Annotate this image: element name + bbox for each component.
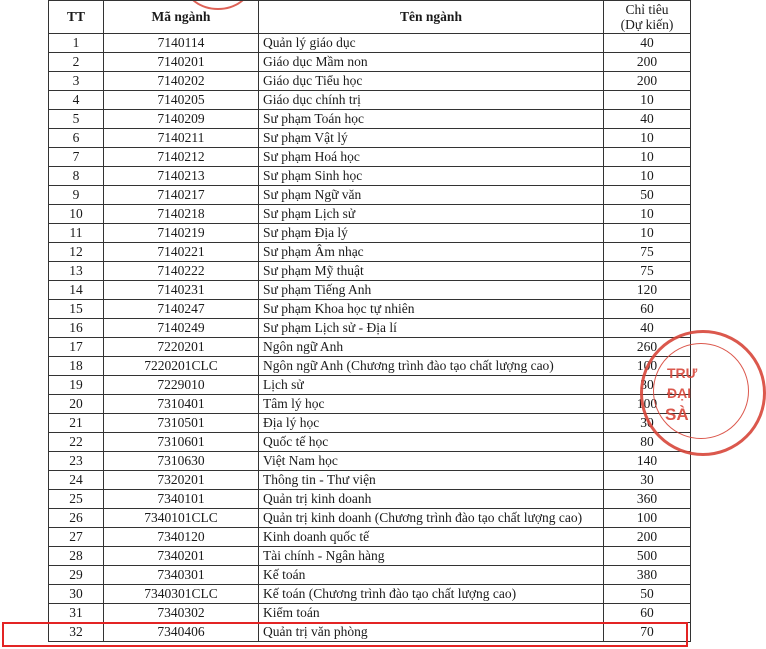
table-row: [49, 490, 691, 509]
cell-code: 7340302: [104, 604, 259, 623]
cell-code: 7320201: [104, 471, 259, 490]
cell-name: Ngôn ngữ Anh: [259, 338, 604, 357]
cell-code: 7140247: [104, 300, 259, 319]
cell-quota: 60: [604, 300, 691, 319]
cell-name: Kiểm toán: [259, 604, 604, 623]
cell-quota: 50: [604, 585, 691, 604]
cell-name: Địa lý học: [259, 414, 604, 433]
header-code: Mã ngành: [104, 1, 259, 34]
cell-quota: 70: [604, 623, 691, 642]
cell-tt: 6: [49, 129, 104, 148]
table-row: [49, 433, 691, 452]
cell-name: Sư phạm Sinh học: [259, 167, 604, 186]
cell-code: 7340201: [104, 547, 259, 566]
stamp-text-line3: SÀ: [665, 405, 689, 424]
cell-code: 7140231: [104, 281, 259, 300]
cell-quota: 60: [604, 604, 691, 623]
cell-quota: 360: [604, 490, 691, 509]
cell-tt: 31: [49, 604, 104, 623]
cell-name: Lịch sử: [259, 376, 604, 395]
cell-tt: 26: [49, 509, 104, 528]
cell-tt: 20: [49, 395, 104, 414]
cell-name: Sư phạm Địa lý: [259, 224, 604, 243]
cell-tt: 23: [49, 452, 104, 471]
cell-tt: 17: [49, 338, 104, 357]
cell-code: 7140218: [104, 205, 259, 224]
cell-name: Sư phạm Khoa học tự nhiên: [259, 300, 604, 319]
cell-name: Tài chính - Ngân hàng: [259, 547, 604, 566]
header-row: [49, 1, 691, 34]
cell-tt: 29: [49, 566, 104, 585]
table-row: [49, 205, 691, 224]
table-row: [49, 471, 691, 490]
cell-code: 7229010: [104, 376, 259, 395]
cell-name: Quốc tế học: [259, 433, 604, 452]
cell-tt: 9: [49, 186, 104, 205]
cell-quota: 30: [604, 376, 691, 395]
cell-tt: 13: [49, 262, 104, 281]
cell-quota: 200: [604, 72, 691, 91]
cell-name: Ngôn ngữ Anh (Chương trình đào tạo chất lượng cao): [259, 357, 604, 376]
table-row: [49, 224, 691, 243]
red-stamp-right: [640, 330, 766, 456]
cell-code: 7140212: [104, 148, 259, 167]
cell-code: 7140221: [104, 243, 259, 262]
table-row: [49, 243, 691, 262]
table-row: [49, 623, 691, 642]
cell-tt: 25: [49, 490, 104, 509]
cell-code: 7140211: [104, 129, 259, 148]
cell-quota: 380: [604, 566, 691, 585]
table-row: [49, 528, 691, 547]
cell-name: Tâm lý học: [259, 395, 604, 414]
table-row: [49, 110, 691, 129]
cell-tt: 24: [49, 471, 104, 490]
cell-tt: 16: [49, 319, 104, 338]
cell-quota: 200: [604, 53, 691, 72]
cell-name: Thông tin - Thư viện: [259, 471, 604, 490]
cell-tt: 11: [49, 224, 104, 243]
table-header: [49, 1, 691, 34]
table-row: [49, 129, 691, 148]
table-body: [49, 34, 691, 642]
table-row: [49, 509, 691, 528]
cell-code: 7140114: [104, 34, 259, 53]
cell-quota: 200: [604, 528, 691, 547]
cell-code: 7340120: [104, 528, 259, 547]
cell-quota: 10: [604, 91, 691, 110]
cell-code: 7140213: [104, 167, 259, 186]
cell-name: Giáo dục Tiểu học: [259, 72, 604, 91]
cell-code: 7140201: [104, 53, 259, 72]
table-row: [49, 72, 691, 91]
cell-tt: 7: [49, 148, 104, 167]
cell-tt: 5: [49, 110, 104, 129]
table-row: [49, 300, 691, 319]
cell-quota: 10: [604, 167, 691, 186]
cell-code: 7220201CLC: [104, 357, 259, 376]
cell-code: 7340406: [104, 623, 259, 642]
header-quota: [604, 1, 691, 34]
cell-tt: 4: [49, 91, 104, 110]
cell-name: Sư phạm Toán học: [259, 110, 604, 129]
cell-tt: 30: [49, 585, 104, 604]
cell-code: 7340301CLC: [104, 585, 259, 604]
cell-name: Kinh doanh quốc tế: [259, 528, 604, 547]
cell-name: Quản lý giáo dục: [259, 34, 604, 53]
cell-tt: 10: [49, 205, 104, 224]
cell-code: 7310630: [104, 452, 259, 471]
cell-name: Sư phạm Ngữ văn: [259, 186, 604, 205]
table-row: [49, 604, 691, 623]
cell-name: Việt Nam học: [259, 452, 604, 471]
cell-code: 7310501: [104, 414, 259, 433]
table-row: [49, 281, 691, 300]
stamp-text-line1: TRƯ: [667, 365, 698, 381]
cell-name: Sư phạm Lịch sử - Địa lí: [259, 319, 604, 338]
table-row: [49, 395, 691, 414]
cell-name: Quản trị kinh doanh: [259, 490, 604, 509]
cell-quota: 140: [604, 452, 691, 471]
cell-name: Kế toán (Chương trình đào tạo chất lượng cao): [259, 585, 604, 604]
cell-code: 7140209: [104, 110, 259, 129]
cell-quota: 100: [604, 357, 691, 376]
cell-quota: 80: [604, 433, 691, 452]
cell-tt: 1: [49, 34, 104, 53]
cell-quota: 50: [604, 186, 691, 205]
cell-quota: 30: [604, 414, 691, 433]
cell-quota: 40: [604, 319, 691, 338]
cell-name: Sư phạm Hoá học: [259, 148, 604, 167]
table-row: [49, 547, 691, 566]
stamp-text-line2: ĐẠI: [667, 385, 692, 401]
cell-tt: 28: [49, 547, 104, 566]
table-row: [49, 376, 691, 395]
cell-name: Kế toán: [259, 566, 604, 585]
table-row: [49, 357, 691, 376]
table-row: [49, 34, 691, 53]
table-row: [49, 414, 691, 433]
cell-name: Sư phạm Mỹ thuật: [259, 262, 604, 281]
cell-name: Sư phạm Tiếng Anh: [259, 281, 604, 300]
cell-tt: 8: [49, 167, 104, 186]
cell-name: Sư phạm Âm nhạc: [259, 243, 604, 262]
cell-quota: 40: [604, 34, 691, 53]
table-row: [49, 338, 691, 357]
cell-code: 7340301: [104, 566, 259, 585]
cell-tt: 19: [49, 376, 104, 395]
table-row: [49, 91, 691, 110]
cell-quota: 30: [604, 471, 691, 490]
cell-name: Giáo dục Mầm non: [259, 53, 604, 72]
cell-quota: 120: [604, 281, 691, 300]
cell-quota: 40: [604, 110, 691, 129]
cell-quota: 10: [604, 205, 691, 224]
cell-quota: 75: [604, 243, 691, 262]
cell-quota: 10: [604, 129, 691, 148]
cell-tt: 27: [49, 528, 104, 547]
cell-quota: 75: [604, 262, 691, 281]
cell-code: 7140222: [104, 262, 259, 281]
table-row: [49, 167, 691, 186]
cell-name: Quản trị văn phòng: [259, 623, 604, 642]
table-row: [49, 262, 691, 281]
cell-tt: 14: [49, 281, 104, 300]
cell-tt: 21: [49, 414, 104, 433]
cell-code: 7140249: [104, 319, 259, 338]
table-row: [49, 566, 691, 585]
cell-name: Giáo dục chính trị: [259, 91, 604, 110]
cell-name: Quản trị kinh doanh (Chương trình đào tạo chất lượng cao): [259, 509, 604, 528]
header-quota-line1: Chỉ tiêu: [625, 2, 669, 17]
cell-code: 7140205: [104, 91, 259, 110]
header-tt: TT: [49, 1, 104, 34]
table-row: [49, 148, 691, 167]
cell-code: 7310601: [104, 433, 259, 452]
header-quota-line2: (Dự kiến): [620, 17, 674, 32]
cell-quota: 10: [604, 224, 691, 243]
cell-tt: 18: [49, 357, 104, 376]
cell-quota: 10: [604, 148, 691, 167]
majors-table: [48, 0, 691, 642]
cell-quota: 100: [604, 395, 691, 414]
cell-tt: 32: [49, 623, 104, 642]
cell-code: 7310401: [104, 395, 259, 414]
cell-code: 7220201: [104, 338, 259, 357]
cell-quota: 100: [604, 509, 691, 528]
table-row: [49, 585, 691, 604]
cell-code: 7340101: [104, 490, 259, 509]
table-row: [49, 186, 691, 205]
cell-tt: 15: [49, 300, 104, 319]
cell-tt: 22: [49, 433, 104, 452]
cell-quota: 500: [604, 547, 691, 566]
table-row: [49, 319, 691, 338]
table-row: [49, 53, 691, 72]
header-name: Tên ngành: [259, 1, 604, 34]
table-row: [49, 452, 691, 471]
cell-quota: 260: [604, 338, 691, 357]
cell-code: 7140217: [104, 186, 259, 205]
cell-tt: 12: [49, 243, 104, 262]
cell-tt: 3: [49, 72, 104, 91]
cell-code: 7340101CLC: [104, 509, 259, 528]
cell-name: Sư phạm Vật lý: [259, 129, 604, 148]
cell-tt: 2: [49, 53, 104, 72]
cell-code: 7140202: [104, 72, 259, 91]
cell-code: 7140219: [104, 224, 259, 243]
cell-name: Sư phạm Lịch sử: [259, 205, 604, 224]
